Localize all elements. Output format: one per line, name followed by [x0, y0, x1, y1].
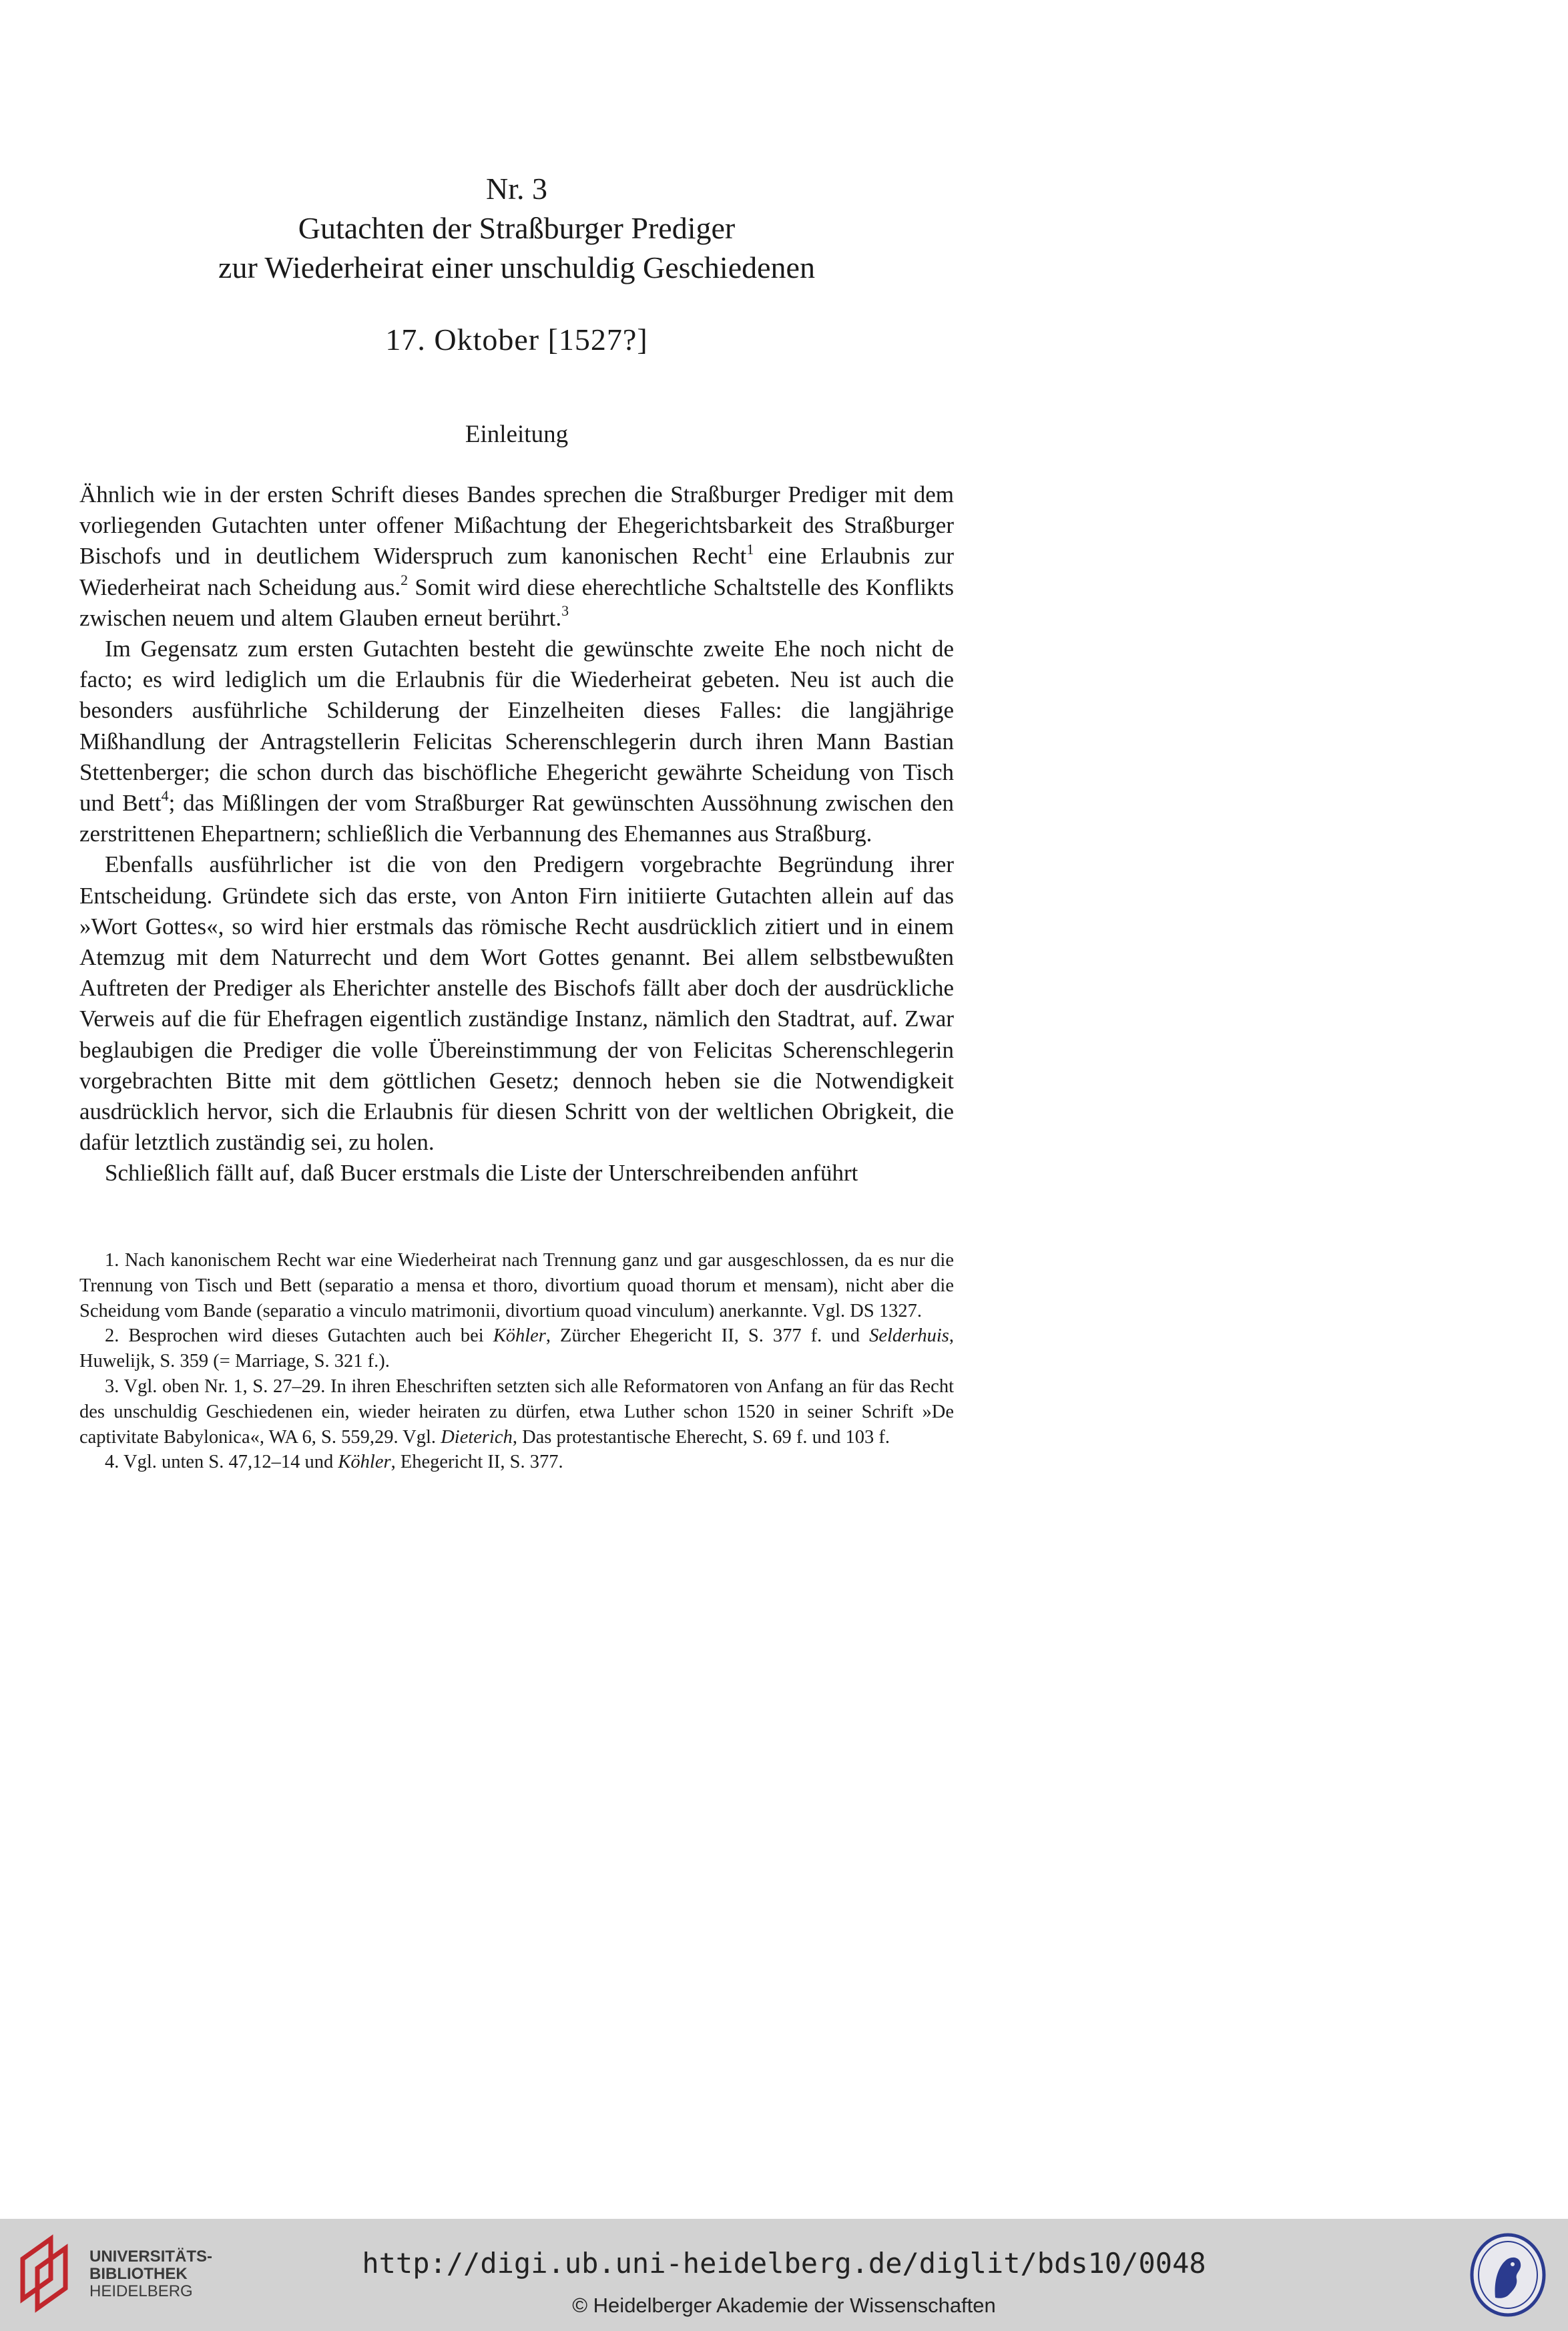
- footnote-ref-1[interactable]: 1: [746, 540, 754, 558]
- document-date: 17. Oktober [1527?]: [385, 323, 648, 357]
- document-title-line-2: zur Wiederheirat einer unschuldig Geschiedenen: [218, 250, 815, 284]
- paragraph-3: Ebenfalls ausführlicher ist die von den Predigern vorgebrachte Begründung ihrer Entscheidung. Gründete sich das erste, von Anton Firn initiierte Gutachten allein auf das »Wort Gottes«, so wird hier erstmals das römische Recht ausdrücklich zitiert und in einem Atemzug mit dem Naturrecht und dem Wort Gottes genannt. Bei allem selbstbewußten Auftreten der Prediger als Eherichter anstelle des Bischofs fällt aber doch der ausdrückliche Verweis auf die für Ehefragen eigentlich zuständige Instanz, nämlich den Stadtrat, auf. Zwar beglaubigen die Prediger die volle Übereinstimmung der von Felicitas Scherenschlegerin vorgebrachten Bitte mit dem göttlichen Gesetz; dennoch heben sie die Notwendigkeit ausdrücklich hervor, sich die Erlaubnis für diesen Schritt von der weltlichen Obrigkeit, die dafür letztlich zuständig sei, zu holen.: [79, 851, 954, 1156]
- footnote-1: 1. Nach kanonischem Recht war eine Wiederheirat nach Trennung ganz und gar ausgeschlossen, da es nur die Trennung von Tisch und Bett (separatio a mensa et thoro, divortium quoad thorum et mensam), nicht aber die Scheidung vom Bande (separatio a vinculo matrimonii, divortium quoad vinculum) anerkannte. Vgl. DS 1327.: [79, 1250, 954, 1321]
- footnote-ref-2[interactable]: 2: [401, 571, 409, 588]
- body-text: [79, 479, 954, 1189]
- footnote-ref-3[interactable]: 3: [561, 602, 569, 620]
- section-heading: Einleitung: [465, 421, 569, 448]
- footnotes: [79, 1248, 954, 1475]
- document-title-line-1: Gutachten der Straßburger Prediger: [298, 211, 736, 245]
- permalink-url[interactable]: http://digi.ub.uni-heidelberg.de/diglit/bds10/0048: [362, 2247, 1206, 2280]
- footnote-ref-4[interactable]: 4: [161, 787, 169, 805]
- academy-seal-icon: [1469, 2231, 1547, 2319]
- copyright-notice: © Heidelberger Akademie der Wissenschaften: [572, 2294, 996, 2317]
- footnote-3: 3. Vgl. oben Nr. 1, S. 27–29. In ihren Eheschriften setzten sich alle Reformatoren von Anfang an für das Recht des unschuldig Geschiedenen ein, wieder heiraten zu dürfen, etwa Luther schon 1520 in seiner Schrift »De captivitate Babylonica«, WA 6, S. 559,29. Vgl. Dieterich, Das protestantische Eherecht, S. 69 f. und 103 f.: [79, 1375, 954, 1448]
- paragraph-1: Ähnlich wie in der ersten Schrift dieses Bandes sprechen die Straßburger Prediger mit dem vorliegenden Gutachten unter offener Mißachtung der Ehegerichtsbarkeit des Straßburger Bischofs und in deutlichem Widerspruch zum kanonischen Recht$^1$ eine Erlaubnis zur Wiederheirat nach Scheidung aus.$^2$ Somit wird diese eherechtliche Schaltstelle des Konflikts zwischen neuem und altem Glauben erneut berührt.$^3$: [79, 481, 955, 631]
- paragraph-4: Schließlich fällt auf, daß Bucer erstmals die Liste der Unterschreibenden anführt: [105, 1160, 858, 1187]
- footnote-2: 2. Besprochen wird dieses Gutachten auch bei Köhler, Zürcher Ehegericht II, S. 377 f. und Selderhuis, Huwelijk, S. 359 (= Marriage, S. 321 f.).: [79, 1325, 954, 1372]
- library-name: UNIVERSITÄTS- BIBLIOTHEK HEIDELBERG: [89, 2248, 213, 2300]
- footnote-4: 4. Vgl. unten S. 47,12–14 und Köhler, Ehegericht II, S. 377.: [105, 1452, 563, 1473]
- paragraph-2: Im Gegensatz zum ersten Gutachten besteht die gewünschte zweite Ehe noch nicht de facto; es wird lediglich um die Erlaubnis für die Wiederheirat gebeten. Neu ist auch die besonders ausführliche Schilderung der Einzelheiten dieses Falles: die langjährige Mißhandlung der Antragstellerin Felicitas Scherenschlegerin durch ihren Mann Bastian Stettenberger; die schon durch das bischöfliche Ehegericht gewährte Scheidung von Tisch und Bett$^4$; das Mißlingen der vom Straßburger Rat gewünschten Aussöhnung zwischen den zerstrittenen Ehepartnern; schließlich die Verbannung des Ehemannes aus Straßburg.: [79, 636, 955, 847]
- document-number: Nr. 3: [486, 172, 547, 206]
- viewer-footer: [0, 2219, 1568, 2331]
